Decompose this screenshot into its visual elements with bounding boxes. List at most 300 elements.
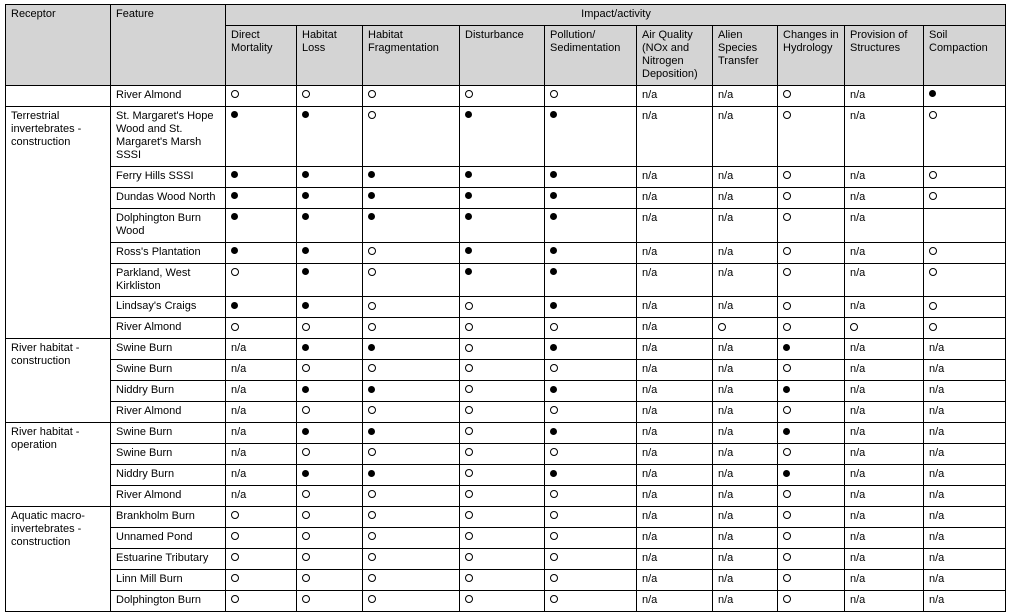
impact-cell [460, 528, 545, 549]
not-applicable-label: n/a [850, 447, 866, 460]
not-applicable-label: n/a [718, 573, 734, 586]
impact-cell [778, 549, 845, 570]
impact-cell [363, 528, 460, 549]
not-applicable-label: n/a [231, 426, 247, 439]
minor-impact-icon [368, 247, 376, 255]
impact-cell [363, 318, 460, 339]
impact-cell [226, 381, 297, 402]
impact-cell [297, 528, 363, 549]
impact-cell [637, 297, 713, 318]
not-applicable-label: n/a [850, 468, 866, 481]
impact-cell [363, 486, 460, 507]
significant-impact-icon [368, 470, 375, 477]
minor-impact-icon [929, 268, 937, 276]
not-applicable-label: n/a [718, 169, 734, 182]
not-applicable-label: n/a [718, 109, 734, 122]
not-applicable-label: n/a [642, 447, 658, 460]
not-applicable-label: n/a [850, 510, 866, 523]
impact-cell [778, 166, 845, 187]
minor-impact-icon [231, 595, 239, 603]
not-applicable-label: n/a [850, 169, 866, 182]
impact-cell [545, 528, 637, 549]
minor-impact-icon [550, 574, 558, 582]
minor-impact-icon [368, 323, 376, 331]
impact-cell [363, 106, 460, 166]
impact-matrix-table [5, 4, 1006, 612]
minor-impact-icon [231, 553, 239, 561]
minor-impact-icon [718, 323, 726, 331]
impact-cell [778, 242, 845, 263]
minor-impact-icon [368, 406, 376, 414]
not-applicable-label: n/a [718, 190, 734, 203]
minor-impact-icon [302, 595, 310, 603]
minor-impact-icon [783, 532, 791, 540]
impact-cell [778, 402, 845, 423]
impact-cell [778, 465, 845, 486]
header-col-provision-of-structures: Provision of Structures [845, 25, 924, 85]
impact-cell [297, 360, 363, 381]
minor-impact-icon [783, 247, 791, 255]
impact-cell [297, 402, 363, 423]
significant-impact-icon [368, 386, 375, 393]
not-applicable-label: n/a [850, 342, 866, 355]
impact-cell [778, 339, 845, 360]
feature-cell: Swine Burn [111, 444, 226, 465]
not-applicable-label: n/a [929, 447, 945, 460]
impact-cell [845, 297, 924, 318]
impact-cell [226, 297, 297, 318]
header-feature: Feature [111, 5, 226, 86]
not-applicable-label: n/a [850, 266, 866, 279]
minor-impact-icon [465, 427, 473, 435]
minor-impact-icon [302, 553, 310, 561]
impact-cell [778, 318, 845, 339]
impact-cell [545, 465, 637, 486]
minor-impact-icon [368, 448, 376, 456]
not-applicable-label: n/a [929, 342, 945, 355]
minor-impact-icon [550, 490, 558, 498]
impact-cell [460, 85, 545, 106]
not-applicable-label: n/a [850, 300, 866, 313]
minor-impact-icon [465, 490, 473, 498]
impact-cell [637, 423, 713, 444]
impact-cell [226, 528, 297, 549]
table-row [6, 339, 1006, 360]
impact-cell [713, 486, 778, 507]
not-applicable-label: n/a [929, 384, 945, 397]
table-body [6, 85, 1006, 611]
table-row [6, 106, 1006, 166]
minor-impact-icon [783, 448, 791, 456]
table-row [6, 402, 1006, 423]
impact-cell [778, 507, 845, 528]
not-applicable-label: n/a [850, 426, 866, 439]
impact-cell [297, 242, 363, 263]
minor-impact-icon [465, 385, 473, 393]
impact-cell [924, 263, 1006, 297]
not-applicable-label: n/a [231, 384, 247, 397]
minor-impact-icon [368, 302, 376, 310]
not-applicable-label: n/a [850, 88, 866, 101]
impact-cell [845, 339, 924, 360]
table-row [6, 360, 1006, 381]
minor-impact-icon [368, 574, 376, 582]
impact-cell [297, 85, 363, 106]
impact-cell [226, 242, 297, 263]
impact-cell [778, 263, 845, 297]
not-applicable-label: n/a [850, 594, 866, 607]
not-applicable-label: n/a [718, 211, 734, 224]
impact-cell [924, 549, 1006, 570]
impact-cell [297, 318, 363, 339]
impact-cell [226, 402, 297, 423]
not-applicable-label: n/a [850, 405, 866, 418]
feature-cell: Swine Burn [111, 360, 226, 381]
impact-cell [545, 423, 637, 444]
not-applicable-label: n/a [642, 468, 658, 481]
impact-cell [637, 106, 713, 166]
impact-cell [226, 360, 297, 381]
minor-impact-icon [783, 171, 791, 179]
impact-cell [845, 208, 924, 242]
minor-impact-icon [302, 364, 310, 372]
significant-impact-icon [550, 344, 557, 351]
impact-cell [778, 444, 845, 465]
impact-cell [845, 85, 924, 106]
table-row [6, 486, 1006, 507]
minor-impact-icon [465, 595, 473, 603]
not-applicable-label: n/a [642, 109, 658, 122]
minor-impact-icon [368, 268, 376, 276]
minor-impact-icon [231, 90, 239, 98]
feature-cell: River Almond [111, 318, 226, 339]
minor-impact-icon [550, 553, 558, 561]
feature-cell: Dolphington Burn Wood [111, 208, 226, 242]
impact-cell [545, 360, 637, 381]
impact-cell [363, 208, 460, 242]
significant-impact-icon [550, 192, 557, 199]
minor-impact-icon [783, 268, 791, 276]
impact-cell [713, 528, 778, 549]
impact-cell [545, 106, 637, 166]
impact-cell [460, 297, 545, 318]
impact-cell [713, 263, 778, 297]
significant-impact-icon [302, 386, 309, 393]
impact-cell [226, 187, 297, 208]
impact-cell [297, 263, 363, 297]
significant-impact-icon [550, 213, 557, 220]
significant-impact-icon [302, 470, 309, 477]
impact-cell [226, 85, 297, 106]
minor-impact-icon [368, 90, 376, 98]
significant-impact-icon [550, 302, 557, 309]
feature-cell: Dolphington Burn [111, 591, 226, 612]
minor-impact-icon [929, 302, 937, 310]
impact-cell [297, 465, 363, 486]
receptor-cell: River habitat - operation [6, 423, 111, 507]
significant-impact-icon [302, 302, 309, 309]
table-row [6, 507, 1006, 528]
impact-cell [713, 507, 778, 528]
impact-cell [778, 85, 845, 106]
minor-impact-icon [783, 364, 791, 372]
significant-impact-icon [368, 192, 375, 199]
significant-impact-icon [231, 213, 238, 220]
impact-cell [363, 381, 460, 402]
minor-impact-icon [231, 532, 239, 540]
impact-cell [545, 187, 637, 208]
significant-impact-icon [783, 386, 790, 393]
minor-impact-icon [550, 448, 558, 456]
impact-cell [545, 381, 637, 402]
impact-cell [924, 486, 1006, 507]
minor-impact-icon [850, 323, 858, 331]
not-applicable-label: n/a [718, 552, 734, 565]
significant-impact-icon [465, 213, 472, 220]
minor-impact-icon [550, 532, 558, 540]
impact-cell [924, 360, 1006, 381]
significant-impact-icon [783, 470, 790, 477]
impact-cell [778, 381, 845, 402]
impact-cell [297, 423, 363, 444]
not-applicable-label: n/a [718, 88, 734, 101]
minor-impact-icon [302, 448, 310, 456]
table-row [6, 166, 1006, 187]
minor-impact-icon [929, 247, 937, 255]
impact-cell [778, 106, 845, 166]
impact-cell [545, 486, 637, 507]
impact-cell [713, 549, 778, 570]
impact-cell [363, 360, 460, 381]
impact-cell [845, 486, 924, 507]
minor-impact-icon [550, 323, 558, 331]
impact-cell [713, 591, 778, 612]
minor-impact-icon [465, 406, 473, 414]
header-col-changes-in-hydrology: Changes in Hydrology [778, 25, 845, 85]
not-applicable-label: n/a [231, 489, 247, 502]
not-applicable-label: n/a [850, 489, 866, 502]
not-applicable-label: n/a [929, 573, 945, 586]
not-applicable-label: n/a [231, 447, 247, 460]
table-row [6, 549, 1006, 570]
feature-cell: Unnamed Pond [111, 528, 226, 549]
not-applicable-label: n/a [718, 363, 734, 376]
impact-cell [924, 528, 1006, 549]
table-row [6, 465, 1006, 486]
not-applicable-label: n/a [718, 245, 734, 258]
not-applicable-label: n/a [718, 531, 734, 544]
impact-cell [460, 208, 545, 242]
impact-cell [637, 381, 713, 402]
significant-impact-icon [302, 111, 309, 118]
impact-cell [460, 591, 545, 612]
significant-impact-icon [783, 344, 790, 351]
feature-cell: Brankholm Burn [111, 507, 226, 528]
header-col-air-quality: Air Quality (NOx and Nitrogen Deposition) [637, 25, 713, 85]
impact-cell [637, 339, 713, 360]
not-applicable-label: n/a [850, 363, 866, 376]
significant-impact-icon [783, 428, 790, 435]
impact-cell [713, 444, 778, 465]
significant-impact-icon [302, 192, 309, 199]
significant-impact-icon [550, 428, 557, 435]
minor-impact-icon [465, 302, 473, 310]
feature-cell: Ferry Hills SSSI [111, 166, 226, 187]
impact-cell [637, 507, 713, 528]
impact-cell [778, 486, 845, 507]
minor-impact-icon [465, 574, 473, 582]
not-applicable-label: n/a [850, 573, 866, 586]
impact-cell [713, 187, 778, 208]
feature-cell: Dundas Wood North [111, 187, 226, 208]
minor-impact-icon [465, 553, 473, 561]
header-impact-activity: Impact/activity [226, 5, 1006, 26]
impact-cell [713, 402, 778, 423]
significant-impact-icon [302, 268, 309, 275]
impact-cell [226, 444, 297, 465]
not-applicable-label: n/a [231, 342, 247, 355]
significant-impact-icon [302, 428, 309, 435]
impact-cell [637, 187, 713, 208]
not-applicable-label: n/a [642, 384, 658, 397]
not-applicable-label: n/a [642, 510, 658, 523]
table-row [6, 423, 1006, 444]
significant-impact-icon [550, 171, 557, 178]
significant-impact-icon [302, 213, 309, 220]
impact-cell [545, 263, 637, 297]
header-col-habitat-loss: Habitat Loss [297, 25, 363, 85]
impact-cell [924, 591, 1006, 612]
impact-cell [363, 549, 460, 570]
impact-cell [226, 507, 297, 528]
not-applicable-label: n/a [642, 169, 658, 182]
not-applicable-label: n/a [929, 594, 945, 607]
impact-cell [297, 381, 363, 402]
impact-cell [778, 360, 845, 381]
impact-cell [226, 423, 297, 444]
impact-cell [924, 187, 1006, 208]
minor-impact-icon [783, 111, 791, 119]
impact-cell [363, 187, 460, 208]
table-row [6, 187, 1006, 208]
impact-cell [713, 242, 778, 263]
minor-impact-icon [929, 171, 937, 179]
impact-cell [226, 465, 297, 486]
impact-cell [845, 402, 924, 423]
impact-cell [226, 208, 297, 242]
minor-impact-icon [929, 192, 937, 200]
header-col-soil-compaction: Soil Compaction [924, 25, 1006, 85]
impact-cell [778, 297, 845, 318]
impact-cell [845, 591, 924, 612]
impact-cell [545, 549, 637, 570]
feature-cell: Niddry Burn [111, 381, 226, 402]
feature-cell: St. Margaret's Hope Wood and St. Margaret's Marsh SSSI [111, 106, 226, 166]
impact-cell [924, 465, 1006, 486]
impact-cell [297, 297, 363, 318]
impact-cell [845, 381, 924, 402]
impact-cell [845, 106, 924, 166]
significant-impact-icon [465, 268, 472, 275]
impact-cell [460, 106, 545, 166]
impact-cell [778, 423, 845, 444]
table-row [6, 528, 1006, 549]
minor-impact-icon [550, 90, 558, 98]
not-applicable-label: n/a [642, 245, 658, 258]
not-applicable-label: n/a [718, 510, 734, 523]
minor-impact-icon [302, 532, 310, 540]
minor-impact-icon [465, 364, 473, 372]
not-applicable-label: n/a [718, 489, 734, 502]
significant-impact-icon [929, 90, 936, 97]
not-applicable-label: n/a [850, 245, 866, 258]
impact-cell [713, 360, 778, 381]
impact-cell [297, 106, 363, 166]
feature-cell: Ross's Plantation [111, 242, 226, 263]
impact-cell [637, 208, 713, 242]
impact-cell [226, 318, 297, 339]
significant-impact-icon [368, 344, 375, 351]
not-applicable-label: n/a [929, 489, 945, 502]
not-applicable-label: n/a [231, 468, 247, 481]
impact-cell [363, 423, 460, 444]
impact-cell [637, 242, 713, 263]
impact-cell [637, 465, 713, 486]
impact-cell [637, 263, 713, 297]
minor-impact-icon [550, 511, 558, 519]
impact-cell [924, 166, 1006, 187]
impact-cell [924, 444, 1006, 465]
significant-impact-icon [550, 470, 557, 477]
impact-cell [924, 507, 1006, 528]
feature-cell: River Almond [111, 85, 226, 106]
table-row [6, 381, 1006, 402]
impact-cell [545, 591, 637, 612]
header-col-disturbance: Disturbance [460, 25, 545, 85]
impact-cell [460, 486, 545, 507]
not-applicable-label: n/a [850, 109, 866, 122]
significant-impact-icon [550, 386, 557, 393]
impact-cell [713, 297, 778, 318]
significant-impact-icon [302, 171, 309, 178]
not-applicable-label: n/a [718, 594, 734, 607]
minor-impact-icon [368, 553, 376, 561]
table-row [6, 444, 1006, 465]
impact-cell [637, 549, 713, 570]
not-applicable-label: n/a [929, 531, 945, 544]
not-applicable-label: n/a [718, 266, 734, 279]
document-page [0, 4, 1010, 607]
impact-cell [713, 208, 778, 242]
impact-cell [226, 486, 297, 507]
significant-impact-icon [231, 302, 238, 309]
impact-cell [637, 85, 713, 106]
feature-cell: River Almond [111, 486, 226, 507]
impact-cell [924, 208, 1006, 242]
minor-impact-icon [231, 268, 239, 276]
not-applicable-label: n/a [642, 342, 658, 355]
impact-cell [297, 486, 363, 507]
impact-cell [545, 444, 637, 465]
impact-cell [637, 486, 713, 507]
minor-impact-icon [783, 490, 791, 498]
significant-impact-icon [465, 171, 472, 178]
feature-cell: Swine Burn [111, 339, 226, 360]
impact-cell [297, 339, 363, 360]
not-applicable-label: n/a [850, 384, 866, 397]
impact-cell [363, 507, 460, 528]
impact-cell [226, 339, 297, 360]
